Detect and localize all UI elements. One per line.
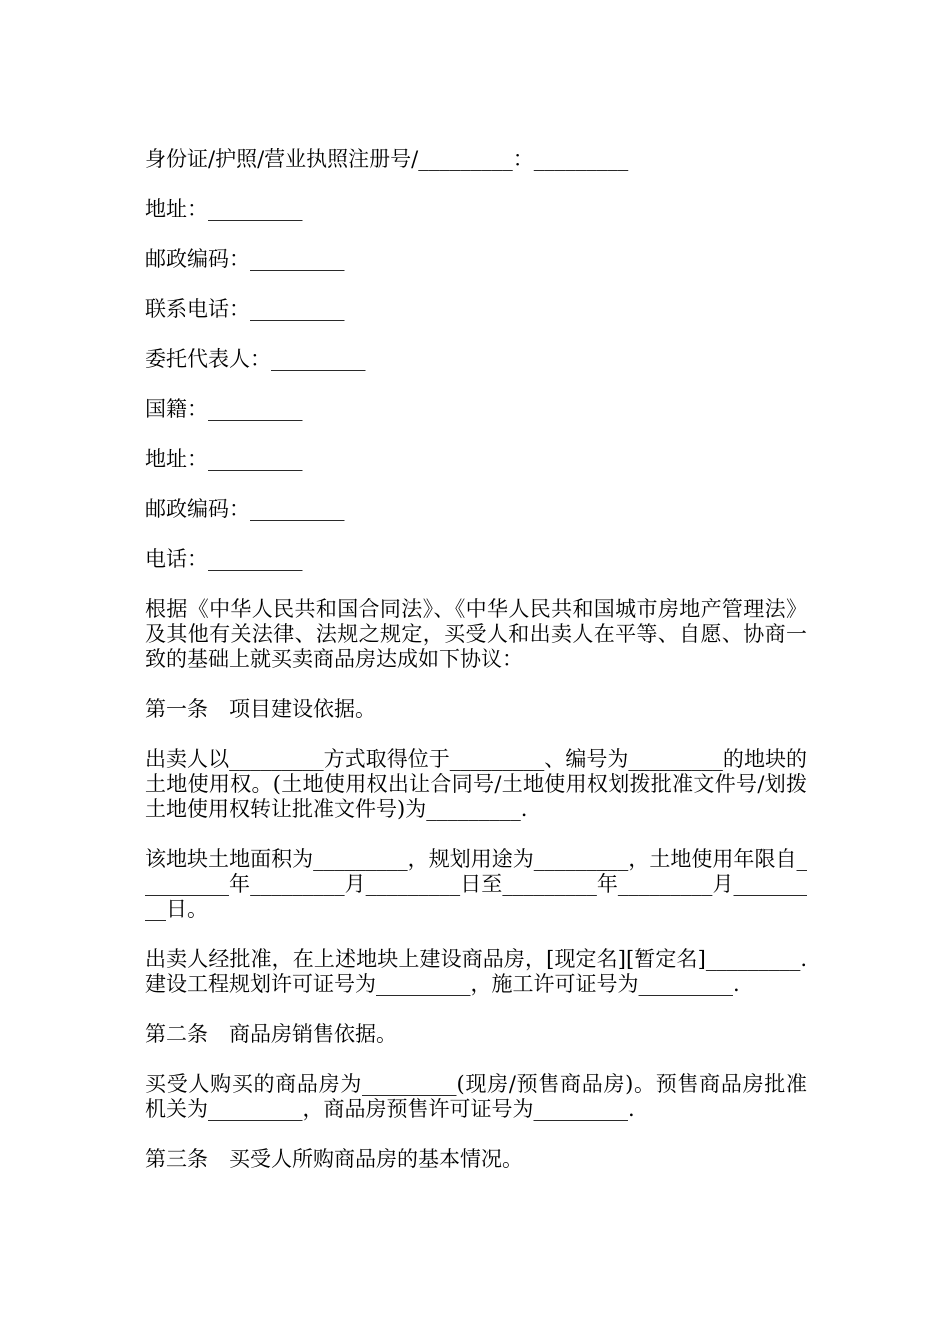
postal-code-field: 邮政编码：_________ xyxy=(145,247,345,271)
article-1-heading: 第一条 项目建设依据。 xyxy=(145,697,376,721)
agent-field: 委托代表人：_________ xyxy=(145,347,366,371)
article-1-paragraph-3: 出卖人经批准，在上述地块上建设商品房，[现定名][暂定名]_________.建设工程规划许可证号为_________，施工许可证号为_________. xyxy=(145,947,807,996)
article-2-paragraph-1: 买受人购买的商品房为_________(现房/预售商品房)。预售商品房批准机关为_________，商品房预售许可证号为_________. xyxy=(145,1072,807,1121)
article-2-heading: 第二条 商品房销售依据。 xyxy=(145,1022,397,1046)
preamble-paragraph: 根据《中华人民共和国合同法》、《中华人民共和国城市房地产管理法》及其他有关法律、法规之规定，买受人和出卖人在平等、自愿、协商一致的基础上就买卖商品房达成如下协议： xyxy=(145,597,807,671)
agent-address-field: 地址：_________ xyxy=(145,447,303,471)
article-3-heading: 第三条 买受人所购商品房的基本情况。 xyxy=(145,1147,523,1171)
article-1-paragraph-1: 出卖人以_________方式取得位于_________、编号为_________的地块的土地使用权。(土地使用权出让合同号/土地使用权划拨批准文件号/划拨土地使用权转让批准文件号)为_________. xyxy=(145,747,807,821)
nationality-field: 国籍：_________ xyxy=(145,397,303,421)
article-1-paragraph-2: 该地块土地面积为_________，规划用途为_________，土地使用年限自_________年_________月_________日至_________年_________月_________日。 xyxy=(145,847,807,921)
agent-postal-code-field: 邮政编码：_________ xyxy=(145,497,345,521)
address-field: 地址：_________ xyxy=(145,197,303,221)
contract-page xyxy=(145,147,807,1197)
contact-phone-field: 联系电话：_________ xyxy=(145,297,345,321)
id-number-field: 身份证/护照/营业执照注册号/_________：_________ xyxy=(145,147,629,171)
agent-phone-field: 电话：_________ xyxy=(145,547,303,571)
